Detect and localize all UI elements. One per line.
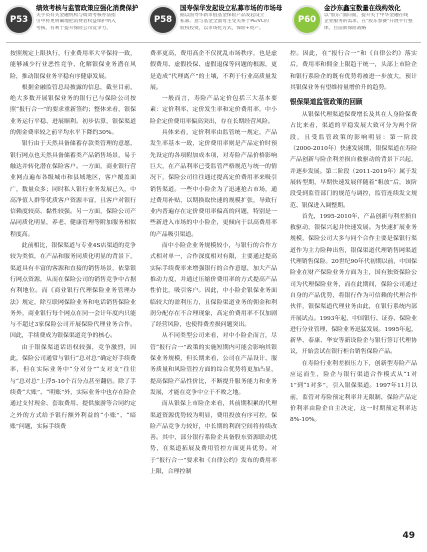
body-paragraph: 按照规定上限执行，行业费用率大平保持一致，能够减少行业恶性竞争、化解银保业务潜在风险，推动银保业务平稳有序健康发展。	[10, 51, 136, 80]
body-paragraph: 而从银保上市险企来看，其前期积累的代理渠道资源优势较为明显，费用投放有序可控，保险产品竞争力较好，中长期的利润空间将持续改善。其中，部分银行系险企具备股东资源联动优势，在渠道拓展及费用管控方面更具优势。对于“报行合一”要求和《自律公约》发布的费用率上限，合理控制	[150, 401, 277, 475]
teaser-title: 金沙东鑫宝数量在线构效化	[324, 4, 401, 12]
body-paragraph: 控。因此，在“报行合一”和《自律公约》落实后，费用率和佣金上限趋于统一，头部上市险企和银行系险企的既有优势将被进一步放大，预计其银保业务有望维持量增价升的趋势。	[290, 51, 417, 91]
body-paragraph: 银行由于天然具备储蓄存款类管理的意愿，银行网点也天然具备储蓄类产品销售场景，易于触达并转化潜在保险客户。一方面，商业银行营业网点遍布各级城市和县域地区，客户覆盖面广，数量众多；同时私人银行业务发展已久，中高净值人群等优质客户资源丰富，且客户对银行信赖度较高、黏性较强。另一方面，保险公司产品同质化明显，养老、健康管理等附加服务相似程度高。	[10, 141, 136, 238]
teaser-line: 引中将更明确地把消费者权益保护纳入	[36, 19, 116, 25]
teaser-line: 体，目前新保险战略	[324, 25, 367, 31]
teaser-line: 关乎员有关金融机构与绩效考核办法指	[36, 13, 116, 18]
body-paragraph: 一般而言，寿险产品定价包括三大基本要素：定价利率、定价发生率和定价费用率，中小险企定价费用率偏高突出，存在长期经营风险。	[150, 96, 277, 125]
body-paragraph: 具体来看，定价利率由监管统一规定，产品发生率基本一致，定价费用率则是产品定价时预先设定的各项附加成本项，对寿险产品价格影响巨大，在产品利率已受监管严格规范与统一的情况下，保险公司往往通过提高定价费用率来吸引销售渠道。一些中小险企为了迅速抢占市场，通过费用补贴，以期换取快速的规模扩张，导致行业内普遍存在定价费用率偏高的问题，特别是一些新进入市场的中小险企，更倾向于以高费用率的产品吸引渠道。	[150, 130, 277, 238]
header-divider	[6, 42, 421, 43]
body-paragraph: 从银保代理渠道保费增长及其在人身险保费占比来看，渠道的平稳发展大致可分为两个阶段，且受监管政策的影响明显：第一阶段（2000-2010年）快速发展期，银保渠道在寿险产品创新与险企利差损自救驱动的背景下兴起，并逐步发展。第二阶段（2011-2019年）属于发展转型期，早期快速发展伴随着“粗放”后，该阶段受到监管部门的规范与调控，监管连续发文规范、银保进入调整期。	[290, 112, 417, 209]
header-teaser-p58[interactable]	[150, 4, 282, 40]
teaser-line: 以"股东"面向面，提升关于中华金融在线	[324, 13, 409, 18]
teaser-text	[324, 4, 424, 32]
body-paragraph: 在寿险行业利差损压力下，创新型寿险产品应运而生，险企与银行渠道合作模式从“1对1”到“1对多”，引入银保渠道。1997年11月以前，监管对寿险预定利率并无限制，保险产品定价利率由险企自主决定，这一时期预定利率达8%-10%。	[290, 360, 417, 424]
article-column-left	[10, 49, 136, 433]
body-paragraph: 由于银保渠道话语权较强，竞争激烈，因此，保险公司通常与银行“总对总”确定好手续费率，但在实际业务中“分对分”“支对支”往往与“总对总”上浮5-10个百分点甚至翻倍。除了手续费“大账”、“明账”外，实际业务中也存在险企通过支付现金、套取费用、提供旅游等合同约定之外的方式给予银行额外利益的“小账”、“暗账”问题，实际手续费	[10, 344, 136, 430]
page-badge: P53	[6, 7, 32, 33]
page-number: 49	[402, 531, 415, 541]
teaser-text	[180, 4, 282, 32]
body-paragraph: 根据金融监管总局披露的信息，截至目前，绝大多数开展银保业务的银行已与保险公司按照“报行合一”的要求重新签约；整体来看，银保业务运行平稳、进展顺利。初步估算，银保渠道的佣金费率较之前平均水平下降约30%。	[10, 84, 136, 137]
teaser-title: 绩效考核与监管政策应强化消费保护	[36, 4, 138, 12]
header-teaser-p53[interactable]	[6, 4, 138, 40]
teaser-line: 据以国寿华新市值基金保险产品发起设立	[180, 13, 265, 18]
page-header	[0, 0, 427, 44]
body-paragraph: 费率更高，费用高企不仅扰乱市场秩序，也是虚假费用、虚假投保、虚假退保等问题的根源，更是造成“代理离产”的土壤，不利于行业高质量发展。	[150, 51, 277, 91]
teaser-summary	[36, 13, 138, 32]
body-paragraph: 从不同类型公司来看，对中小险企而言，尽管“报行合一”政策的实施短期内可能会影响其银保业务规模，但长期来看，公司在产品设计、服务质量和风险管控方面的综合优势将更加凸显，提高保险产品性价比，不断提升服务能力和业务发展，才能在竞争中立于不败之地。	[150, 333, 277, 396]
teaser-line: 企业服务的需求，在"股东参赛"开展平行整	[324, 19, 413, 25]
body-paragraph: 首先，1995-2010年，产品创新与利差损自救驱动，银保兴起并快速发展。为快速扩展业务规模，保险公司大多与同个合作主要是保银行渠道作为主力险种出售，银保渠道代理销售网渠道代理销售保险。20世纪90年代初期以前，中国保险业在财产保险业务方面为主，国有独资保险公司为代理保险业务，而在此期间，保险公司通过自身的产品优势，将银行作为可信赖的代理合作伙伴，银保渠道代理业务由此，在银行系统内部开展试点。1993年起，中国银行、证券、保险业进行分业管理，保险业务迅猛发展。1995年起，新华、泰康、华安等新设险企与银行签订代理协议，开始尝试在银行柜台销售保险产品。	[290, 213, 417, 356]
header-teaser-p60[interactable]	[294, 4, 424, 40]
teaser-line: 考核，有利于提升保险公司竞争力。	[36, 25, 112, 31]
body-paragraph: 此前相比，银保渠道与专业4S店渠道的竞争较为类似，在产品和服务同质化明显的背景下，渠道具有丰富的客源和直接的销售场景，依靠银行网点资源，从而在保险公司的销售竞争中占据有利地位。而《商业银行代理保险业务管理办法》规定，除互联网保险业务和电话销售保险业务外，商业银行每个网点在同一会计年度内只能与不超过3家保险公司开展保险代理业务合作。因此，手续费成为银保渠道竞争的核心。	[10, 243, 136, 340]
teaser-summary	[324, 13, 424, 32]
teaser-line: 私募，意与基金全面母主受关系于PE/VC的	[180, 19, 269, 25]
teaser-line: 股权投资，以市场化方式，保险+资产。	[180, 25, 264, 31]
section-heading: 银保渠道监管政策的回顾	[290, 98, 363, 107]
teaser-text	[36, 4, 138, 32]
page-badge: P60	[294, 7, 320, 33]
teaser-summary	[180, 13, 282, 32]
page-badge: P58	[150, 7, 176, 33]
body-paragraph: 而中小险企业务规模较小，与银行的合作方式相对单一，合作深度相对有限，主要通过提高实际手续费率来增强银行的合作意愿，加大产品推动力度，并通过压缩价费用率的方式提高产品性价比，吸引客户。因此，中小险企银保业务面临较大的盈利压力，且保险渠道业务的佣金和利润分配存在不合理现象，高定价费用率不仅加剧了经营风险，也使得费差损问题突出。	[150, 243, 277, 329]
article-column-right	[290, 49, 417, 427]
teaser-title: 国寿保华发起设立私募市场的市场母	[180, 4, 282, 12]
article-column-middle	[150, 49, 277, 478]
